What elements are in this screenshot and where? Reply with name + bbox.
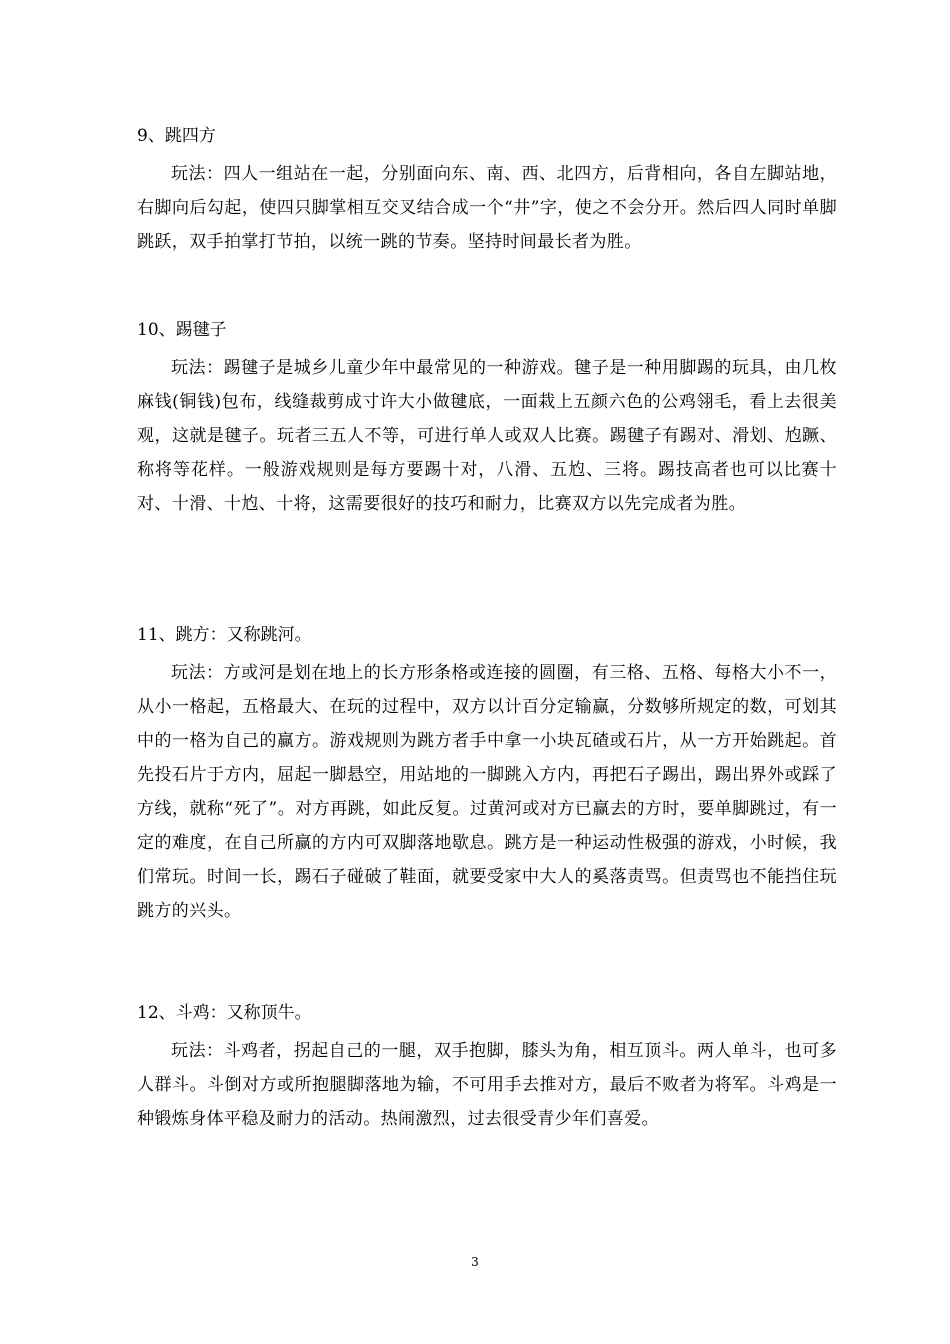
page-number: 3: [471, 1255, 479, 1269]
section-body-tiaosifang: 玩法：四人一组站在一起，分别面向东、南、西、北四方，后背相向，各自左脚站地，右脚向后勾起，使四只脚掌相互交叉结合成一个“井”字，使之不会分开。然后四人同时单脚跳跃，双手拍掌打节拍，以统一跳的节奏。坚持时间最长者为胜。: [137, 164, 837, 252]
section-title-tijianzi: 10、踢毽子: [137, 320, 227, 340]
section-body-tijianzi: 玩法：踢毽子是城乡儿童少年中最常见的一种游戏。毽子是一种用脚踢的玩具，由几枚麻钱(铜钱)包布，线缝裁剪成寸许大小做毽底，一面栽上五颜六色的公鸡翎毛，看上去很美观，这就是毽子。玩者三五人不等，可进行单人或双人比赛。踢毽子有踢对、滑划、尥蹶、称将等花样。一般游戏规则是每方要踢十对，八滑、五尥、三将。踢技高者也可以比赛十对、十滑、十尥、十将，这需要很好的技巧和耐力，比赛双方以先完成者为胜。: [137, 358, 837, 514]
section-title-douji: 12、斗鸡：又称顶牛。: [137, 1003, 312, 1023]
section-title-tiaosifang: 9、跳四方: [137, 126, 216, 146]
section-title-tiaofang: 11、跳方：又称跳河。: [137, 625, 312, 645]
section-body-douji: 玩法：斗鸡者，拐起自己的一腿，双手抱脚，膝头为角，相互顶斗。两人单斗，也可多人群斗。斗倒对方或所抱腿脚落地为输，不可用手去推对方，最后不败者为将军。斗鸡是一种锻炼身体平稳及耐力的活动。热闹激烈，过去很受青少年们喜爱。: [137, 1041, 837, 1129]
section-body-tiaofang: 玩法：方或河是划在地上的长方形条格或连接的圆圈，有三格、五格、每格大小不一，从小一格起，五格最大、在玩的过程中，双方以计百分定输赢，分数够所规定的数，可划其中的一格为自己的赢方。游戏规则为跳方者手中拿一小块瓦碴或石片，从一方开始跳起。首先投石片于方内，屈起一脚悬空，用站地的一脚跳入方内，再把石子踢出，踢出界外或踩了方线，就称“死了”。对方再跳，如此反复。过黄河或对方已赢去的方时，要单脚跳过，有一定的难度，在自己所赢的方内可双脚落地歇息。跳方是一种运动性极强的游戏，小时候，我们常玩。时间一长，踢石子碰破了鞋面，就要受家中大人的奚落责骂。但责骂也不能挡住玩跳方的兴头。: [137, 663, 837, 921]
